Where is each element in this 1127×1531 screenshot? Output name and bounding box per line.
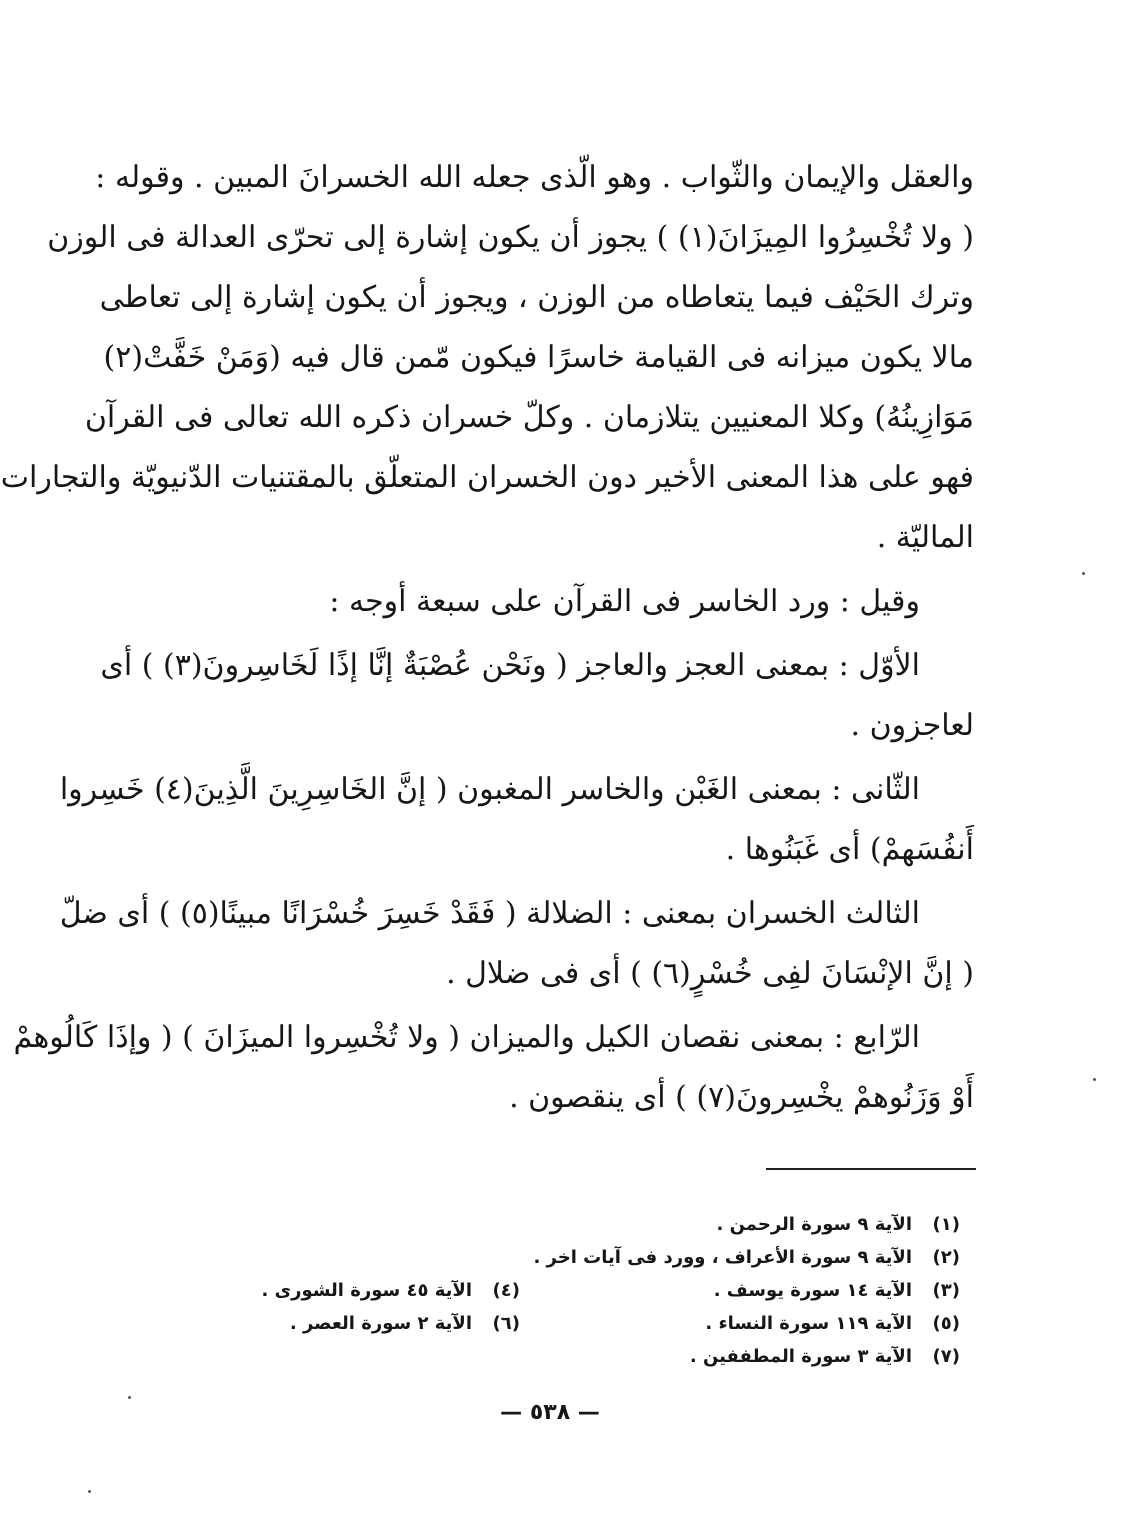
text-line: أَنفُسَهمْ) أى غَبَنُوها . bbox=[725, 832, 974, 867]
footnote-row bbox=[160, 1241, 960, 1274]
text-line: ( ولا تُخْسِرُوا المِيزَانَ(١) ) يجوز أن يكون إشارة إلى تحرّى العدالة فى الوزن bbox=[47, 220, 974, 255]
text-line: فهو على هذا المعنى الأخير دون الخسران المتعلّق بالمقتنيات الدّنيويّة والتجارات bbox=[0, 460, 974, 495]
footnote-number: (٤) bbox=[492, 1280, 520, 1301]
footnote bbox=[705, 1307, 960, 1340]
text-line: مالا يكون ميزانه فى القيامة خاسرًا فيكون مّمن قال فيه (وَمَنْ خَفَّتْ(٢) bbox=[103, 340, 974, 375]
footnote-separator bbox=[766, 1168, 976, 1170]
meaning-paragraph-1 bbox=[100, 636, 974, 756]
footnote-text: الآية ١١٩ سورة النساء . bbox=[705, 1313, 912, 1334]
footnote bbox=[717, 1208, 961, 1241]
footnote-text: الآية ٢ سورة العصر . bbox=[289, 1313, 472, 1334]
meaning-paragraph-2 bbox=[59, 760, 974, 880]
scan-speck bbox=[1093, 1078, 1096, 1081]
footnote-row bbox=[160, 1307, 960, 1340]
opening-paragraph bbox=[0, 148, 974, 568]
footnote-text: الآية ٩ سورة الأعراف ، وورد فى آيات اخر . bbox=[533, 1247, 912, 1268]
text-line: أَوْ وَزَنُوهمْ يخْسِرونَ(٧) ) أى ينقصون . bbox=[509, 1080, 974, 1115]
footnotes bbox=[160, 1208, 960, 1373]
text-line: وقيل : ورد الخاسر فى القرآن على سبعة أوجه : bbox=[329, 584, 920, 619]
footnote-text: الآية ٣ سورة المطففين . bbox=[689, 1346, 912, 1367]
footnote-number: (٥) bbox=[932, 1313, 960, 1334]
scan-speck bbox=[128, 1396, 131, 1399]
page-number: — ٥٣٨ — bbox=[500, 1400, 600, 1425]
meaning-paragraph-3 bbox=[59, 884, 974, 1004]
footnote-number: (٢) bbox=[932, 1247, 960, 1268]
footnote-number: (٦) bbox=[492, 1313, 520, 1334]
footnote-row bbox=[160, 1274, 960, 1307]
text-line: لعاجزون . bbox=[850, 708, 974, 743]
text-line: والعقل والإيمان والثّواب . وهو الّذى جعله الله الخسرانَ المبين . وقوله : bbox=[95, 160, 974, 195]
footnote-number: (٧) bbox=[932, 1346, 960, 1367]
main-text bbox=[0, 148, 974, 1128]
text-line: الماليّة . bbox=[876, 520, 974, 555]
meaning-paragraph-4 bbox=[13, 1008, 974, 1128]
footnote-number: (٣) bbox=[932, 1280, 960, 1301]
footnote-row bbox=[160, 1340, 960, 1373]
text-line: الرّابع : بمعنى نقصان الكيل والميزان ( ولا تُخْسِروا الميزَانَ ) ( وإذَا كَالُوهمْ bbox=[13, 1020, 920, 1055]
footnote-row bbox=[160, 1208, 960, 1241]
footnote bbox=[290, 1307, 520, 1340]
text-line: الأوّل : بمعنى العجز والعاجز ( ونَحْن عُصْبَةٌ إنَّا إذًا لَخَاسِرونَ(٣) ) أى bbox=[100, 648, 920, 683]
text-line: وترك الحَيْف فيما يتعاطاه من الوزن ، ويجوز أن يكون إشارة إلى تعاطى bbox=[99, 280, 974, 315]
text-line: الثالث الخسران بمعنى : الضلالة ( فَقَدْ خَسِرَ خُسْرَانًا مبينًا(٥) ) أى ضلّ bbox=[59, 896, 920, 931]
scan-speck bbox=[1082, 572, 1085, 575]
intro-paragraph bbox=[112, 572, 974, 632]
text-line: الثّانى : بمعنى الغَبْن والخاسر المغبون ( إنَّ الخَاسِرِينَ الَّذِينَ(٤) خَسِروا bbox=[59, 772, 920, 807]
footnote-number: (١) bbox=[932, 1214, 960, 1235]
footnote bbox=[714, 1274, 960, 1307]
footnote-text: الآية ٤٥ سورة الشورى . bbox=[261, 1280, 472, 1301]
footnote bbox=[690, 1340, 960, 1373]
text-line: مَوَازِينُهُ) وكلا المعنيين يتلازمان . وكلّ خسران ذكره الله تعالى فى القرآن bbox=[84, 400, 974, 435]
footnote bbox=[533, 1241, 960, 1274]
text-line: ( إنَّ الإنْسَانَ لفِى خُسْرٍ(٦) ) أى فى ضلال . bbox=[446, 956, 974, 991]
footnote bbox=[261, 1274, 520, 1307]
scan-speck bbox=[88, 1490, 91, 1493]
footnote-text: الآية ٩ سورة الرحمن . bbox=[716, 1214, 912, 1235]
footnote-text: الآية ١٤ سورة يوسف . bbox=[713, 1280, 912, 1301]
